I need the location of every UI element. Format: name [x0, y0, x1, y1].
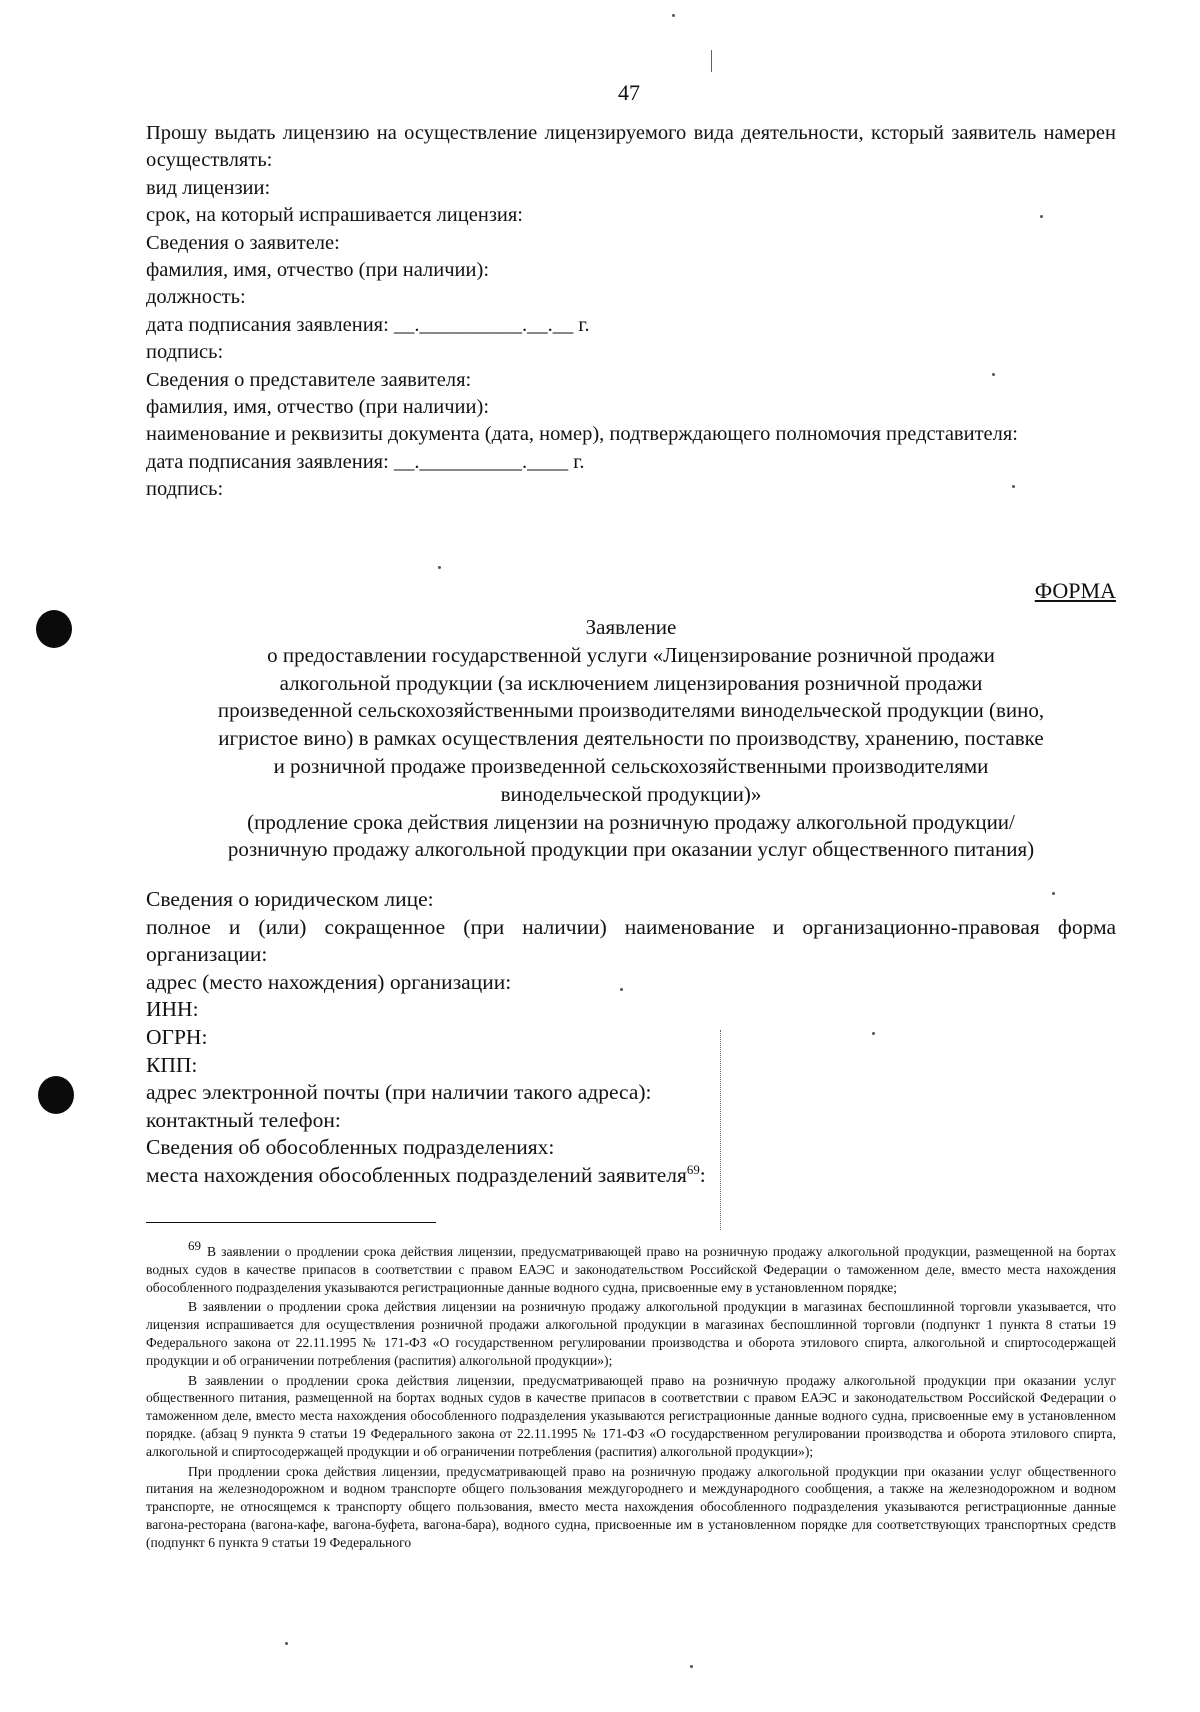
scan-speck	[438, 566, 441, 569]
request-paragraph: Прошу выдать лицензию на осуществление лицензируемого вида деятельности, кcторый заявитель намерен осуществлять:	[146, 122, 1116, 172]
footnote-ref: 69	[686, 1162, 700, 1177]
punch-hole-top	[36, 610, 72, 648]
request-line: Сведения о представителе заявителя:	[146, 368, 472, 391]
page-number: 47	[618, 80, 640, 105]
request-section	[146, 120, 1116, 504]
entity-last-line	[146, 1162, 1116, 1190]
entity-line: ИНН:	[146, 997, 199, 1022]
footnote-text: В заявлении о продлении срока действия лицензии, предусматривающей право на розничную продажу алкогольной продукции, размещенной на бортах водных судов в качестве припасов в соответствии с правом ЕАЭС и законодательством Российской Федерации о таможенном деле, вместо места нахождения обособленного подразделения указываются регистрационные данные водного судна, присвоенные ему в установленном порядке;	[146, 1244, 1116, 1295]
scan-artifact-line-top	[711, 50, 712, 72]
entity-name-paragraph: полное и (или) сокращенное (при наличии) наименование и организационно-правовая форма организации:	[146, 914, 1116, 967]
legal-entity-section	[146, 886, 1116, 1190]
request-line: Сведения о заявителе:	[146, 231, 340, 254]
request-line: фамилия, имя, отчество (при наличии):	[146, 396, 490, 419]
scan-speck	[672, 14, 675, 17]
scan-speck	[690, 1665, 693, 1668]
request-line: вид лицензии:	[146, 176, 271, 199]
entity-last-line-colon: :	[699, 1162, 706, 1187]
request-line: фамилия, имя, отчество (при наличии):	[146, 259, 490, 282]
entity-last-line-text: места нахождения обособленных подразделений заявителя	[146, 1162, 687, 1187]
punch-hole-bottom	[38, 1076, 74, 1114]
footnote-divider	[146, 1222, 436, 1223]
form-label: ФОРМА	[1034, 578, 1116, 603]
title-line: (продление срока действия лицензии на розничную продажу алкогольной продукции/	[247, 809, 1015, 834]
title-line: игристое вино) в рамках осуществления деятельности по производству, хранению, поставке	[218, 726, 1044, 751]
entity-line: адрес электронной почты (при наличии такого адреса):	[146, 1080, 652, 1105]
request-line: дата подписания заявления: __.__________.__.__ г.	[146, 313, 590, 336]
application-title	[146, 614, 1116, 864]
title-line: и розничной продаже произведенной сельскохозяйственными производителями	[273, 753, 989, 778]
footnote-paragraph: В заявлении о продлении срока действия лицензии на розничную продажу алкогольной продукции в магазинах беспошлинной торговли указывается, что лицензия испрашивается для осуществления розничной продажи алкогольной продукции в магазинах беспошлинной торговли (подпункт 1 пункта 8 статьи 19 Федерального закона от 22.11.1995 № 171-ФЗ «О государственном регулировании производства и оборота этилового спирта, алкогольной и спиртосодержащей продукции и об ограничении потребления (распития) алкогольной продукции»);	[146, 1299, 1116, 1368]
footnote-paragraph: В заявлении о продлении срока действия лицензии, предусматривающей право на розничную продажу алкогольной продукции при оказании услуг общественного питания, размещенной на бортах водных судов в качестве припасов в соответствии с правом ЕАЭС и законодательством Российской Федерации о таможенном деле, вместо места нахождения обособленного подразделения указываются регистрационные данные водного судна, присвоенные ему в установленном порядке. (абзац 9 пункта 9 статьи 19 Федерального закона от 22.11.1995 № 171-ФЗ «О государственном регулировании производства и оборота этилового спирта, алкогольной и спиртосодержащей продукции и об ограничении потребления (распития) алкогольной продукции»);	[146, 1372, 1116, 1459]
document-details-paragraph: наименование и реквизиты документа (дата, номер), подтверждающего полномочия представителя:	[146, 423, 1018, 446]
footnotes	[146, 1237, 1116, 1554]
section-header: Сведения о юридическом лице:	[146, 887, 434, 911]
footnote-paragraph	[146, 1237, 1116, 1296]
entity-line: адрес (место нахождения) организации:	[146, 969, 512, 994]
request-line: подпись:	[146, 478, 224, 501]
request-line: должность:	[146, 286, 246, 309]
footnote-number: 69	[188, 1238, 201, 1253]
title-line: розничную продажу алкогольной продукции при оказании услуг общественного питания)	[227, 837, 1035, 862]
entity-line: контактный телефон:	[146, 1107, 341, 1132]
request-line: подпись:	[146, 341, 224, 364]
title-heading: Заявление	[585, 615, 677, 639]
request-line: дата подписания заявления: __.__________.____ г.	[146, 450, 585, 473]
title-line: винодельческой продукции)»	[500, 781, 762, 806]
title-line: о предоставлении государственной услуги «Лицензирование розничной продажи	[267, 642, 995, 667]
request-line: срок, на который испрашивается лицензия:	[146, 204, 524, 227]
entity-line: КПП:	[146, 1052, 198, 1077]
scan-speck	[285, 1642, 288, 1645]
footnote-paragraph: При продлении срока действия лицензии, предусматривающей право на розничную продажу алкогольной продукции при оказании услуг общественного питания на железнодорожном и водном транспорте общего пользования междугороднего и международного сообщения, а также на железнодорожном и водном транспорте, не относящемся к транспорту общего пользования, вместо места нахождения обособленного подразделения указываются регистрационные данные вагона-ресторана (вагона-кафе, вагона-буфета, вагона-бара), водного судна, присвоенные им в установленном порядке для соответствующих транспортных средств (подпункт 6 пункта 9 статьи 19 Федерального	[146, 1463, 1116, 1550]
title-line: алкогольной продукции (за исключением лицензирования розничной продажи	[279, 670, 983, 695]
entity-line: ОГРН:	[146, 1024, 208, 1049]
title-line: произведенной сельскохозяйственными производителями винодельческой продукции (вино,	[217, 698, 1045, 723]
entity-line: Сведения об обособленных подразделениях:	[146, 1135, 555, 1160]
